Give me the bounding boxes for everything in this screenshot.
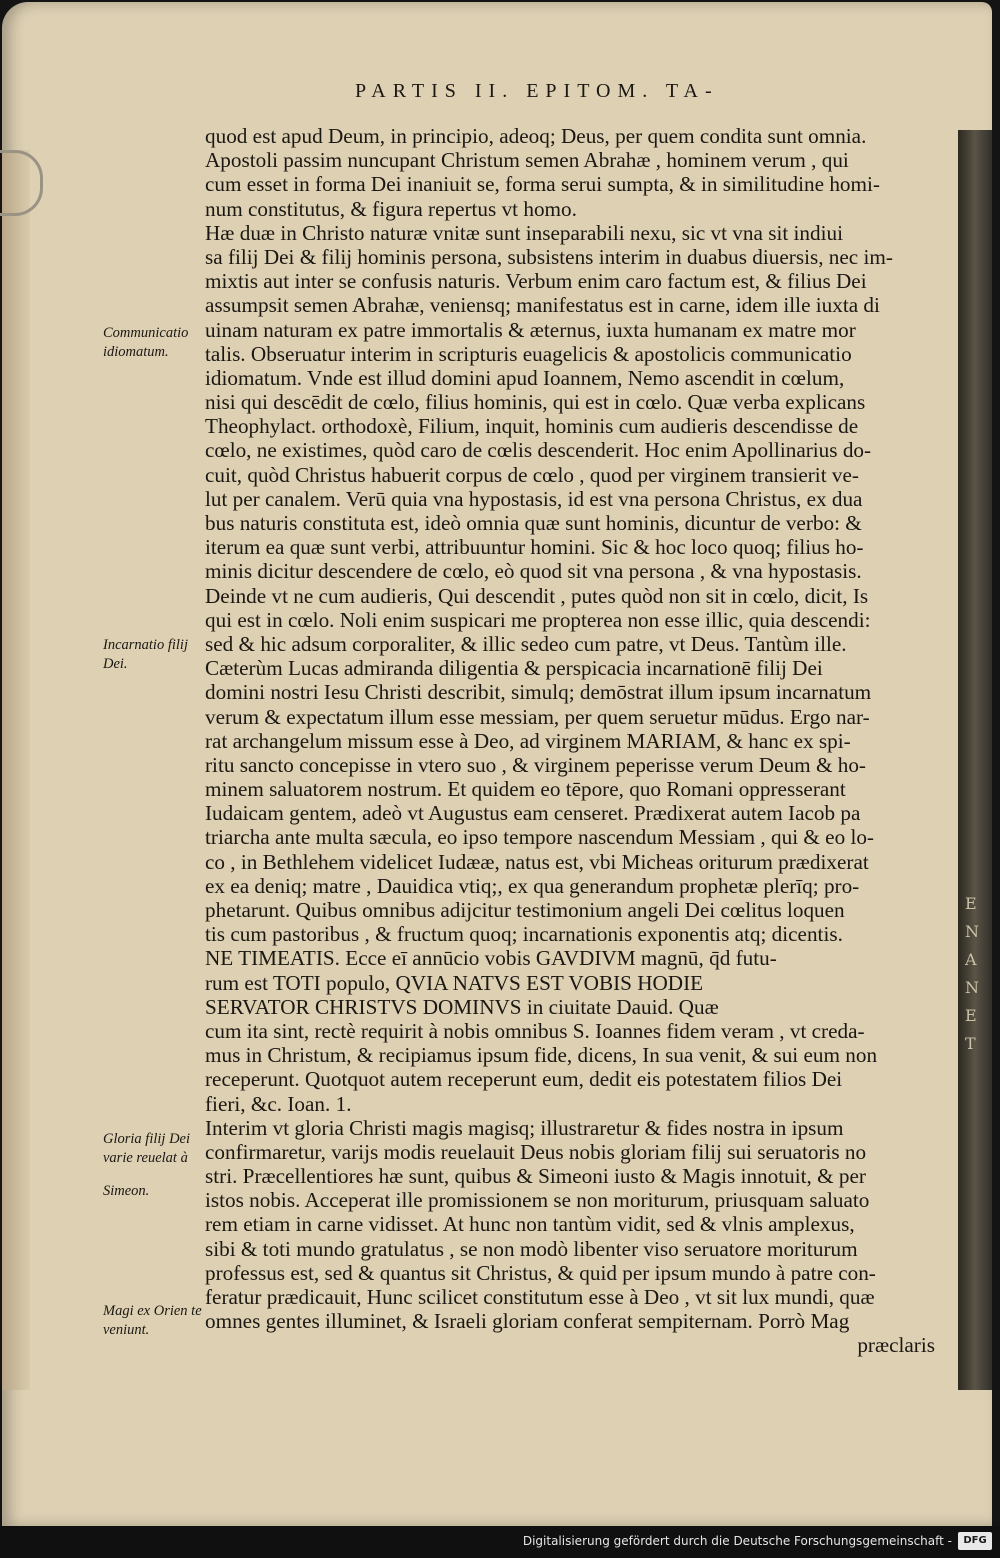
running-head: PARTIS II. EPITOM. TA- (355, 80, 719, 102)
text-line: stri. Præcellentiores hæ sunt, quibus & Simeoni iusto & Magis innotuit, & per (205, 1164, 866, 1189)
text-line: sibi & toti mundo gratulatus , se non modò libenter viso seruatore moriturum (205, 1236, 858, 1261)
text-line: mixtis aut inter se confusis naturis. Verbum enim caro factum est, & filius Dei (205, 269, 867, 294)
text-line: ex ea deniq; matre , Dauidica vtiq;, ex qua generandum prophetæ plerīq; pro- (205, 873, 860, 898)
text-line: Iudaicam gentem, adeò vt Augustus eam censeret. Prædixerat autem Iacob pa (205, 801, 861, 826)
page-gutter (2, 150, 30, 1390)
text-line: triarcha ante multa sæcula, eo ipso tempore nascendum Messiam , qui & eo lo- (205, 825, 874, 850)
text-line: rum est TOTI populo, QVIA NATVS EST VOBIS HODIE (205, 970, 704, 995)
text-line: rem etiam in carne vidisset. At hunc non tantùm vidit, sed & vlnis amplexus, (205, 1212, 855, 1237)
text-line: Apostoli passim nuncupant Christum semen Abrahæ , hominem verum , qui (205, 148, 849, 173)
text-line: cuit, quòd Christus habuerit corpus de cœlo , quod per virginem transierit ve- (205, 462, 859, 487)
text-line: Theophylact. orthodoxè, Filium, inquit, hominis cum audieris descendisse de (205, 414, 859, 439)
margin-note-magi: Magi ex Orien te veniunt. (103, 1303, 202, 1338)
text-line: phetarunt. Quibus omnibus adijcitur testimonium angeli Dei cœlitus loquen (205, 898, 845, 922)
text-line: Interim vt gloria Christi magis magisq; illustraretur & fides nostra in ipsum (205, 1115, 844, 1140)
text-line: Hæ duæ in Christo naturæ vnitæ sunt inseparabili nexu, sic vt vna sit indiui (205, 220, 843, 245)
edge-letter: N (965, 978, 979, 997)
text-line: mus in Christum, & recipiamus ipsum fide, dicens, In sua venit, & sui eum non (205, 1043, 878, 1068)
text-line: sa filij Dei & filij hominis persona, subsistens interim in duabus diuersis, nec im- (205, 244, 893, 269)
text-line: receperunt. Quotquot autem receperunt eum, dedit eis potestatem filios Dei (205, 1067, 843, 1092)
text-line: bus naturis constituta est, ideò omnia quæ sunt hominis, dicuntur de verbo: & (205, 511, 862, 535)
text-line: minis dicitur descendere de cœlo, eò quod sit vna persona , & vna hypostasis. (205, 559, 862, 584)
text-line: rat archangelum missum esse à Deo, ad virginem MARIAM, & hanc ex spi- (205, 728, 851, 753)
text-line: istos nobis. Acceperat ille promissionem se non moriturum, priusquam saluato (205, 1188, 870, 1213)
text-line: co , in Bethlehem videlicet Iudææ, natus est, vbi Micheas oriturum prædixerat (205, 849, 869, 874)
text-line: assumpsit semen Abrahæ, veniensq; manifestatus est in carne, idem ille iuxta di (205, 293, 880, 318)
text-line: cum esset in forma Dei inaniuit se, forma serui sumpta, & in similitudine homi- (205, 172, 880, 197)
text-line: sed & hic adsum corporaliter, & illic sedeo cum patre, vt Deus. Tantùm ille. (205, 631, 847, 656)
text-line: num constitutus, & figura repertus vt homo. (205, 196, 577, 221)
text-line: uinam naturam ex patre immortalis & æternus, iuxta humanam ex matre mor (205, 317, 856, 342)
next-page-letters (965, 200, 995, 1058)
text-line: lut per canalem. Verū quia vna hypostasis, id est vna persona Christus, ex dua (205, 486, 863, 511)
margin-note-incarnatio: Incarnatio filij Dei. (103, 637, 188, 672)
edge-letter: E (965, 894, 977, 913)
text-line: SERVATOR CHRISTVS DOMINVS in ciuitate Dauid. Quæ (205, 994, 719, 1019)
text-line: minem saluatorem nostrum. Et quidem eo tēpore, quo Romani oppresserant (205, 777, 846, 802)
dfg-logo: DFG (958, 1532, 992, 1550)
text-line: ritu sancto concepisse in vtero suo , & virginem peperisse verum Deum & ho- (205, 752, 866, 777)
margin-note-communicatio: Communicatio idiomatum. (103, 325, 189, 360)
text-line: feratur prædicauit, Hunc scilicet constitutum esse à Deo , vt sit lux mundi, quæ (205, 1285, 875, 1309)
edge-letter: T (965, 1034, 976, 1053)
text-line: idiomatum. Vnde est illud domini apud Ioannem, Nemo ascendit in cœlum, (205, 365, 845, 390)
text-line: præclaris (857, 1333, 935, 1358)
text-line: fieri, &c. Ioan. 1. (205, 1091, 352, 1116)
edge-letter: N (965, 922, 979, 941)
footer-credit: Digitalisierung gefördert durch die Deutsche Forschungsgemeinschaft - (522, 1534, 952, 1548)
text-line: NE TIMEATIS. Ecce eī annūcio vobis GAVDIVM magnū, q̄d futu- (205, 946, 777, 971)
text-line: omnes gentes illuminet, & Israeli gloriam conferat sempiternam. Porrò Mag (205, 1309, 850, 1334)
text-line: tis cum pastoribus , & fructum quoq; incarnationis exponentis atq; dicentis. (205, 922, 843, 947)
margin-note-simeon: Simeon. (103, 1183, 150, 1199)
text-line: Deinde vt ne cum audieris, Qui descendit , putes quòd non sit in cœlo, dicit, Is (205, 583, 869, 608)
text-line: cum ita sint, rectè requirit à nobis omnibus S. Ioannes fidem veram , vt creda- (205, 1018, 865, 1043)
margin-note-gloria: Gloria filij Dei varie reuelat à (103, 1131, 190, 1166)
text-line: professus est, sed & quantus sit Christus, & quid per ipsum mundo à patre con- (205, 1260, 876, 1285)
text-line: cœlo, ne existimes, quòd caro de cœlis descenderit. Hoc enim Apollinarius do- (205, 438, 872, 463)
text-line: iterum ea quæ sunt verbi, attribuuntur homini. Sic & hoc loco quoq; filius ho- (205, 535, 864, 560)
text-line: domini nostri Iesu Christi describit, simulq; demōstrat illum ipsum incarnatum (205, 680, 872, 705)
edge-letter: E (965, 1006, 977, 1025)
text-line: verum & expectatum illum esse messiam, per quem seruetur mūdus. Ergo nar- (205, 704, 870, 729)
footer-bar (0, 1526, 1000, 1558)
text-line: Cæterùm Lucas admiranda diligentia & perspicacia incarnationē filij Dei (205, 656, 823, 681)
text-line: qui est in cœlo. Noli enim suspicari me propterea non esse illic, quia descendi: (205, 607, 871, 632)
text-line: nisi qui descēdit de cœlo, filius hominis, qui est in cœlo. Quæ verba explicans (205, 390, 866, 415)
edge-letter: A (965, 950, 977, 969)
text-line: talis. Obseruatur interim in scripturis euagelicis & apostolicis communicatio (205, 341, 852, 366)
body-text (205, 124, 935, 1358)
text-line: confirmaretur, varijs modis reuelauit Deus nobis gloriam filij sui seruatoris no (205, 1139, 867, 1164)
text-line: quod est apud Deum, in principio, adeoq; Deus, per quem condita sunt omnia. (205, 124, 867, 148)
